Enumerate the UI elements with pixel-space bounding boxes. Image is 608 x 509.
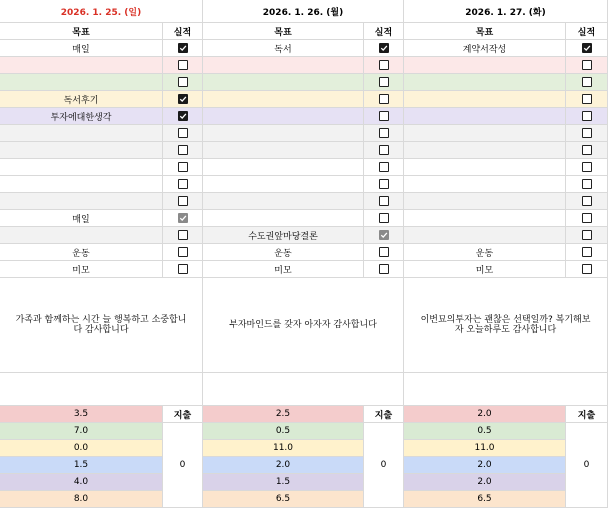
- stat-value: 0.5: [275, 426, 291, 436]
- goal-cell[interactable]: [404, 142, 566, 159]
- checkbox[interactable]: [178, 43, 188, 53]
- stat-cell[interactable]: [404, 423, 566, 440]
- goal-text: 매일: [72, 44, 90, 55]
- expense-value[interactable]: [566, 423, 608, 508]
- goal-text: 투자에대한생각: [50, 112, 112, 123]
- goal-cell[interactable]: [203, 57, 364, 74]
- stat-cell[interactable]: [404, 474, 566, 491]
- expense-value[interactable]: [163, 423, 203, 508]
- stat-cell[interactable]: [0, 474, 163, 491]
- check-icon: [583, 44, 591, 52]
- goal-text: 미모: [274, 265, 292, 276]
- stat-cell[interactable]: [404, 440, 566, 457]
- stat-value: 2.0: [275, 460, 291, 470]
- stat-value: 6.5: [477, 494, 492, 504]
- goal-cell[interactable]: [404, 40, 566, 57]
- checkbox[interactable]: [379, 196, 389, 206]
- checkbox[interactable]: [178, 145, 188, 155]
- expense-label-text: 지출: [577, 410, 596, 421]
- stat-cell[interactable]: [203, 457, 364, 474]
- goal-cell[interactable]: [0, 210, 163, 227]
- stat-value: 0.0: [73, 443, 89, 453]
- checkbox[interactable]: [379, 77, 389, 87]
- goal-cell[interactable]: [0, 91, 163, 108]
- reflection-text: 가족과 함께하는 시간 늘 행복하고 소중합니다 감사합니다: [15, 315, 187, 335]
- expense-value[interactable]: [364, 423, 404, 508]
- checkbox[interactable]: [178, 94, 188, 104]
- expense-label: [364, 406, 404, 423]
- check-cell[interactable]: [163, 210, 203, 227]
- checkbox[interactable]: [178, 60, 188, 70]
- checkbox[interactable]: [178, 230, 188, 240]
- expense-label-text: 지출: [173, 410, 192, 421]
- stat-value: 11.0: [272, 443, 294, 453]
- goal-header-label: 목표: [72, 27, 90, 38]
- check-cell[interactable]: [566, 74, 608, 91]
- checkbox[interactable]: [178, 264, 188, 274]
- goal-header: [203, 23, 364, 40]
- goal-cell[interactable]: [203, 108, 364, 125]
- expense-value-text: 0: [380, 460, 387, 470]
- check-cell[interactable]: [566, 193, 608, 210]
- goal-text: 미모: [475, 265, 494, 276]
- goal-cell[interactable]: [0, 57, 163, 74]
- expense-label-text: 지출: [374, 410, 393, 421]
- goal-header-label: 목표: [274, 27, 292, 38]
- date-header: [203, 0, 404, 23]
- check-cell[interactable]: [364, 261, 404, 278]
- stat-value: 2.5: [275, 409, 291, 419]
- checkbox[interactable]: [178, 179, 188, 189]
- reflection-text: 부자마인드를 갖자 아자자 감사합니다: [229, 320, 377, 330]
- expense-value-text: 0: [583, 460, 590, 470]
- checkbox[interactable]: [379, 94, 389, 104]
- goal-cell[interactable]: [404, 244, 566, 261]
- stat-cell[interactable]: [203, 491, 364, 508]
- goal-cell[interactable]: [404, 74, 566, 91]
- expense-value-text: 0: [179, 460, 186, 470]
- goal-cell[interactable]: [0, 244, 163, 261]
- goal-cell[interactable]: [404, 261, 566, 278]
- check-cell[interactable]: [163, 125, 203, 142]
- checkbox[interactable]: [379, 213, 389, 223]
- checkbox[interactable]: [582, 111, 592, 121]
- goal-cell[interactable]: [404, 210, 566, 227]
- checkbox[interactable]: [582, 264, 592, 274]
- reflection-text: 이번묘의투자는 괜찮은 선택일까? 복기해보자 오늘하루도 감사합니다: [420, 315, 591, 335]
- goal-cell[interactable]: [0, 193, 163, 210]
- blank-cell[interactable]: [0, 373, 203, 406]
- goal-cell[interactable]: [203, 261, 364, 278]
- check-cell[interactable]: [566, 108, 608, 125]
- checkbox[interactable]: [582, 213, 592, 223]
- check-icon: [179, 112, 187, 120]
- goal-text: 수도권앞마당결론: [248, 231, 318, 242]
- checkbox[interactable]: [582, 60, 592, 70]
- check-cell[interactable]: [566, 176, 608, 193]
- stat-value: 11.0: [474, 443, 495, 453]
- done-header: [566, 23, 608, 40]
- checkbox[interactable]: [582, 77, 592, 87]
- reflection-note[interactable]: [203, 278, 404, 373]
- check-cell[interactable]: [566, 210, 608, 227]
- stat-value: 3.5: [73, 409, 89, 419]
- goal-header: [0, 23, 163, 40]
- goal-cell[interactable]: [0, 125, 163, 142]
- stat-cell[interactable]: [404, 491, 566, 508]
- goal-cell[interactable]: [404, 176, 566, 193]
- checkbox[interactable]: [582, 230, 592, 240]
- goal-cell[interactable]: [203, 227, 364, 244]
- checkbox[interactable]: [379, 179, 389, 189]
- stat-value: 6.5: [275, 494, 291, 504]
- goal-text: 미모: [72, 265, 90, 276]
- check-cell[interactable]: [566, 227, 608, 244]
- stat-value: 2.0: [477, 409, 492, 419]
- check-cell[interactable]: [163, 142, 203, 159]
- check-cell[interactable]: [364, 40, 404, 57]
- stat-cell[interactable]: [203, 406, 364, 423]
- date-text: 2026. 1. 27. (화): [465, 7, 546, 18]
- goal-cell[interactable]: [203, 74, 364, 91]
- check-cell[interactable]: [364, 142, 404, 159]
- check-cell[interactable]: [163, 74, 203, 91]
- check-cell[interactable]: [566, 142, 608, 159]
- checkbox[interactable]: [379, 145, 389, 155]
- check-cell[interactable]: [364, 210, 404, 227]
- stat-cell[interactable]: [0, 491, 163, 508]
- checkbox[interactable]: [582, 43, 592, 53]
- stat-cell[interactable]: [203, 440, 364, 457]
- check-cell[interactable]: [163, 159, 203, 176]
- goal-text: 매일: [72, 214, 90, 225]
- goal-text: 운동: [475, 248, 494, 259]
- goal-cell[interactable]: [404, 227, 566, 244]
- checkbox[interactable]: [379, 162, 389, 172]
- check-cell[interactable]: [566, 57, 608, 74]
- checkbox[interactable]: [582, 179, 592, 189]
- checkbox[interactable]: [178, 213, 188, 223]
- checkbox[interactable]: [582, 247, 592, 257]
- stat-value: 2.0: [477, 477, 492, 487]
- check-cell[interactable]: [163, 227, 203, 244]
- checkbox[interactable]: [379, 247, 389, 257]
- check-cell[interactable]: [364, 176, 404, 193]
- checkbox[interactable]: [379, 230, 389, 240]
- stat-value: 8.0: [73, 494, 89, 504]
- expense-label: [163, 406, 203, 423]
- checkbox[interactable]: [178, 77, 188, 87]
- goal-cell[interactable]: [203, 176, 364, 193]
- check-cell[interactable]: [163, 40, 203, 57]
- checkbox[interactable]: [379, 264, 389, 274]
- reflection-note[interactable]: [0, 278, 203, 373]
- check-cell[interactable]: [163, 261, 203, 278]
- goal-cell[interactable]: [203, 159, 364, 176]
- check-icon: [179, 44, 187, 52]
- check-cell[interactable]: [163, 91, 203, 108]
- done-header-label: 실적: [173, 27, 192, 38]
- check-cell[interactable]: [364, 125, 404, 142]
- checkbox[interactable]: [582, 128, 592, 138]
- check-cell[interactable]: [163, 193, 203, 210]
- goal-cell[interactable]: [203, 142, 364, 159]
- stat-value: 4.0: [73, 477, 89, 487]
- reflection-note[interactable]: [404, 278, 608, 373]
- checkbox[interactable]: [178, 196, 188, 206]
- stat-cell[interactable]: [0, 423, 163, 440]
- checkbox[interactable]: [178, 162, 188, 172]
- goal-cell[interactable]: [0, 74, 163, 91]
- goal-cell[interactable]: [203, 125, 364, 142]
- check-cell[interactable]: [163, 57, 203, 74]
- check-icon: [380, 231, 388, 239]
- done-header-label: 실적: [577, 27, 596, 38]
- checkbox[interactable]: [582, 145, 592, 155]
- goal-cell[interactable]: [0, 108, 163, 125]
- stat-cell[interactable]: [203, 474, 364, 491]
- stat-cell[interactable]: [0, 406, 163, 423]
- goal-text: 독서: [274, 44, 292, 55]
- checkbox[interactable]: [582, 162, 592, 172]
- check-icon: [179, 95, 187, 103]
- check-cell[interactable]: [163, 108, 203, 125]
- date-header: [404, 0, 608, 23]
- goal-cell[interactable]: [0, 227, 163, 244]
- goal-cell[interactable]: [0, 142, 163, 159]
- check-cell[interactable]: [566, 261, 608, 278]
- goal-cell[interactable]: [203, 91, 364, 108]
- goal-cell[interactable]: [404, 57, 566, 74]
- stat-cell[interactable]: [203, 423, 364, 440]
- done-header: [364, 23, 404, 40]
- check-cell[interactable]: [566, 244, 608, 261]
- checkbox[interactable]: [379, 128, 389, 138]
- check-cell[interactable]: [364, 91, 404, 108]
- check-cell[interactable]: [163, 244, 203, 261]
- check-cell[interactable]: [364, 74, 404, 91]
- stat-value: 2.0: [477, 460, 492, 470]
- goal-cell[interactable]: [203, 210, 364, 227]
- check-cell[interactable]: [566, 40, 608, 57]
- goal-cell[interactable]: [0, 176, 163, 193]
- check-cell[interactable]: [163, 176, 203, 193]
- goal-cell[interactable]: [404, 125, 566, 142]
- check-icon: [179, 214, 187, 222]
- stat-value: 0.5: [477, 426, 492, 436]
- check-cell[interactable]: [566, 159, 608, 176]
- goal-cell[interactable]: [0, 159, 163, 176]
- stat-cell[interactable]: [404, 457, 566, 474]
- goal-cell[interactable]: [404, 193, 566, 210]
- goal-cell[interactable]: [0, 261, 163, 278]
- stat-value: 1.5: [73, 460, 89, 470]
- check-icon: [380, 44, 388, 52]
- check-cell[interactable]: [364, 227, 404, 244]
- goal-header-label: 목표: [475, 27, 494, 38]
- check-cell[interactable]: [364, 57, 404, 74]
- check-cell[interactable]: [364, 159, 404, 176]
- goal-cell[interactable]: [404, 91, 566, 108]
- goal-cell[interactable]: [404, 159, 566, 176]
- goal-header: [404, 23, 566, 40]
- goal-text: 독서후기: [63, 95, 99, 106]
- checkbox[interactable]: [178, 247, 188, 257]
- stat-cell[interactable]: [404, 406, 566, 423]
- date-text: 2026. 1. 26. (월): [262, 7, 344, 18]
- done-header-label: 실적: [374, 27, 393, 38]
- checkbox[interactable]: [582, 196, 592, 206]
- blank-cell[interactable]: [404, 373, 608, 406]
- checkbox[interactable]: [178, 111, 188, 121]
- stat-cell[interactable]: [0, 457, 163, 474]
- checkbox[interactable]: [582, 94, 592, 104]
- checkbox[interactable]: [379, 111, 389, 121]
- check-cell[interactable]: [566, 125, 608, 142]
- stat-value: 1.5: [275, 477, 291, 487]
- goal-text: 운동: [72, 248, 90, 259]
- blank-cell[interactable]: [203, 373, 404, 406]
- stat-value: 7.0: [73, 426, 89, 436]
- stat-cell[interactable]: [0, 440, 163, 457]
- goal-text: 운동: [274, 248, 292, 259]
- goal-text: 계약서작성: [462, 44, 507, 55]
- checkbox[interactable]: [178, 128, 188, 138]
- check-cell[interactable]: [566, 91, 608, 108]
- check-cell[interactable]: [364, 193, 404, 210]
- goal-cell[interactable]: [203, 40, 364, 57]
- goal-cell[interactable]: [404, 108, 566, 125]
- checkbox[interactable]: [379, 60, 389, 70]
- goal-cell[interactable]: [203, 244, 364, 261]
- check-cell[interactable]: [364, 108, 404, 125]
- date-text: 2026. 1. 25. (일): [60, 7, 142, 18]
- done-header: [163, 23, 203, 40]
- goal-cell[interactable]: [203, 193, 364, 210]
- expense-label: [566, 406, 608, 423]
- goal-cell[interactable]: [0, 40, 163, 57]
- check-cell[interactable]: [364, 244, 404, 261]
- checkbox[interactable]: [379, 43, 389, 53]
- date-header: [0, 0, 203, 23]
